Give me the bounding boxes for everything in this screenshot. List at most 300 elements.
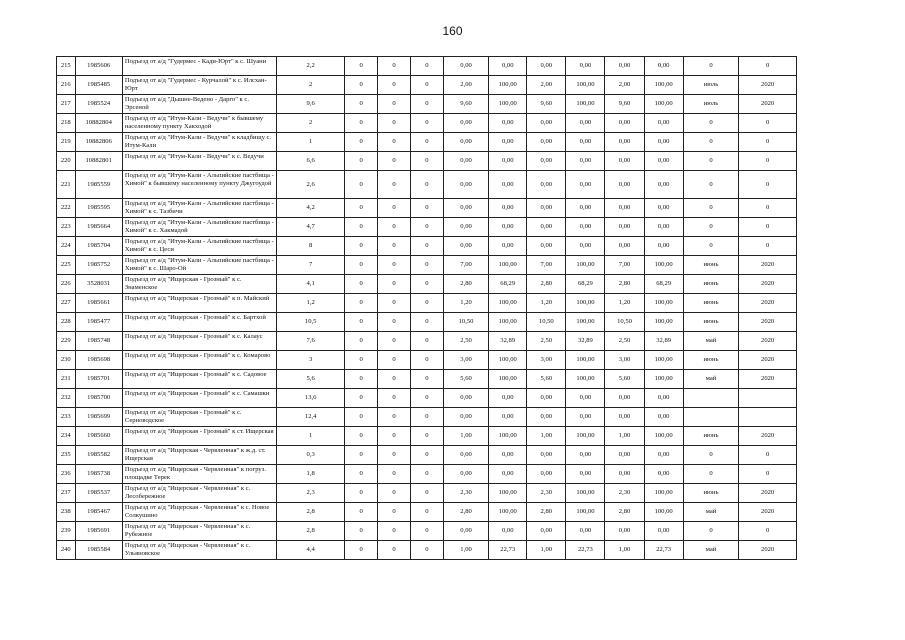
length-km: 3 <box>277 351 345 370</box>
value-6: 1,00 <box>527 427 566 446</box>
value-4: 0,00 <box>443 465 488 484</box>
value-6: 0,00 <box>527 171 566 199</box>
completion-year: 2020 <box>739 95 797 114</box>
road-id-code: 1985559 <box>75 171 122 199</box>
value-1: 0 <box>345 152 378 171</box>
row-number: 238 <box>57 503 76 522</box>
completion-year: 0 <box>739 465 797 484</box>
value-8: 0,00 <box>605 408 644 427</box>
completion-month: июль <box>683 95 739 114</box>
table-row <box>57 522 797 541</box>
value-9: 0,00 <box>644 152 683 171</box>
value-4: 0,00 <box>443 114 488 133</box>
completion-month: июнь <box>683 256 739 275</box>
road-name: Подъезд от а/д "Итум-Кали - Альпийские пастбища - Химой" к с. Тазбичи <box>122 199 276 218</box>
value-1: 0 <box>345 275 378 294</box>
value-2: 0 <box>378 256 411 275</box>
length-km: 9,6 <box>277 95 345 114</box>
value-8: 1,00 <box>605 427 644 446</box>
value-4: 1,00 <box>443 427 488 446</box>
value-2: 0 <box>378 313 411 332</box>
value-6: 0,00 <box>527 465 566 484</box>
value-3: 0 <box>410 503 443 522</box>
value-3: 0 <box>410 427 443 446</box>
length-km: 7,6 <box>277 332 345 351</box>
value-8: 7,00 <box>605 256 644 275</box>
length-km: 1 <box>277 427 345 446</box>
completion-month: июль <box>683 76 739 95</box>
value-7: 0,00 <box>566 152 605 171</box>
value-9: 0,00 <box>644 408 683 427</box>
value-1: 0 <box>345 522 378 541</box>
value-4: 0,00 <box>443 408 488 427</box>
value-4: 2,30 <box>443 484 488 503</box>
value-9: 0,00 <box>644 218 683 237</box>
road-id-code: 1985537 <box>75 484 122 503</box>
road-name: Подъезд от а/д "Ищерская - Червленная" к с. Новое Солкушино <box>122 503 276 522</box>
road-name: Подъезд от а/д "Ищерская - Грозный" к п. Майский <box>122 294 276 313</box>
completion-year: 0 <box>739 114 797 133</box>
completion-year: 0 <box>739 237 797 256</box>
value-2: 0 <box>378 275 411 294</box>
road-name: Подъезд от а/д "Ищерская - Грозный" к с. Комарово <box>122 351 276 370</box>
value-9: 100,00 <box>644 256 683 275</box>
value-6: 0,00 <box>527 133 566 152</box>
row-number: 218 <box>57 114 76 133</box>
row-number: 235 <box>57 446 76 465</box>
value-5: 0,00 <box>489 199 527 218</box>
row-number: 219 <box>57 133 76 152</box>
road-id-code: 1985606 <box>75 57 122 76</box>
value-4: 0,00 <box>443 522 488 541</box>
value-2: 0 <box>378 503 411 522</box>
road-name: Подъезд от а/д "Итум-Кали - Ведучи" к кладбищу с. Итум-Кали <box>122 133 276 152</box>
value-3: 0 <box>410 275 443 294</box>
completion-month: май <box>683 503 739 522</box>
value-9: 0,00 <box>644 465 683 484</box>
value-7: 0,00 <box>566 218 605 237</box>
table-row <box>57 237 797 256</box>
completion-month: 0 <box>683 522 739 541</box>
road-id-code: 1985738 <box>75 465 122 484</box>
road-name: Подъезд от а/д "Ищерская - Грозный" к с. Садовое <box>122 370 276 389</box>
value-7: 0,00 <box>566 522 605 541</box>
value-8: 3,00 <box>605 351 644 370</box>
value-2: 0 <box>378 95 411 114</box>
table-row <box>57 152 797 171</box>
completion-year: 0 <box>739 152 797 171</box>
value-3: 0 <box>410 199 443 218</box>
value-9: 0,00 <box>644 389 683 408</box>
value-3: 0 <box>410 408 443 427</box>
value-5: 0,00 <box>489 133 527 152</box>
value-9: 100,00 <box>644 503 683 522</box>
length-km: 8 <box>277 237 345 256</box>
value-3: 0 <box>410 351 443 370</box>
value-6: 3,00 <box>527 351 566 370</box>
table-row <box>57 503 797 522</box>
value-9: 32,89 <box>644 332 683 351</box>
value-1: 0 <box>345 294 378 313</box>
road-name: Подъезд от а/д "Итум-Кали - Альпийские пастбища - Химой" к с. Шаро-Ой <box>122 256 276 275</box>
value-3: 0 <box>410 522 443 541</box>
value-8: 0,00 <box>605 152 644 171</box>
length-km: 1,2 <box>277 294 345 313</box>
row-number: 234 <box>57 427 76 446</box>
road-name: Подъезд от а/д "Ищерская - Грозный" к с. Самашки <box>122 389 276 408</box>
value-4: 0,00 <box>443 152 488 171</box>
value-1: 0 <box>345 503 378 522</box>
value-1: 0 <box>345 114 378 133</box>
road-id-code: 1985701 <box>75 370 122 389</box>
completion-year: 0 <box>739 522 797 541</box>
value-6: 2,80 <box>527 275 566 294</box>
value-8: 0,00 <box>605 446 644 465</box>
length-km: 2,8 <box>277 503 345 522</box>
value-7: 100,00 <box>566 484 605 503</box>
value-4: 0,00 <box>443 199 488 218</box>
value-3: 0 <box>410 57 443 76</box>
completion-year: 2020 <box>739 351 797 370</box>
completion-year: 0 <box>739 218 797 237</box>
value-9: 0,00 <box>644 57 683 76</box>
value-8: 2,80 <box>605 503 644 522</box>
value-9: 0,00 <box>644 522 683 541</box>
table-row <box>57 427 797 446</box>
length-km: 1 <box>277 133 345 152</box>
value-7: 32,89 <box>566 332 605 351</box>
value-9: 100,00 <box>644 427 683 446</box>
value-2: 0 <box>378 57 411 76</box>
row-number: 232 <box>57 389 76 408</box>
completion-year: 0 <box>739 446 797 465</box>
value-4: 10,50 <box>443 313 488 332</box>
value-4: 0,00 <box>443 237 488 256</box>
completion-month: 0 <box>683 218 739 237</box>
road-id-code: 10882806 <box>75 133 122 152</box>
completion-month: 0 <box>683 199 739 218</box>
value-3: 0 <box>410 237 443 256</box>
value-1: 0 <box>345 541 378 560</box>
row-number: 226 <box>57 275 76 294</box>
road-name: Подъезд от а/д "Ищерская - Червленная" к ж.д. ст. Ищерская <box>122 446 276 465</box>
length-km: 2,3 <box>277 484 345 503</box>
value-2: 0 <box>378 408 411 427</box>
road-name: Подъезд от а/д "Итум-Кали - Альпийские пастбища - Химой" к с. Цеси <box>122 237 276 256</box>
completion-month: июнь <box>683 427 739 446</box>
value-8: 1,00 <box>605 541 644 560</box>
completion-month: 0 <box>683 446 739 465</box>
completion-month: 0 <box>683 237 739 256</box>
completion-year: 2020 <box>739 256 797 275</box>
value-2: 0 <box>378 294 411 313</box>
value-6: 0,00 <box>527 446 566 465</box>
completion-month <box>683 389 739 408</box>
value-5: 100,00 <box>489 351 527 370</box>
road-id-code: 1985660 <box>75 427 122 446</box>
value-2: 0 <box>378 484 411 503</box>
value-6: 0,00 <box>527 57 566 76</box>
table-row <box>57 133 797 152</box>
table-row <box>57 465 797 484</box>
completion-year: 2020 <box>739 275 797 294</box>
value-1: 0 <box>345 95 378 114</box>
value-5: 100,00 <box>489 256 527 275</box>
value-2: 0 <box>378 351 411 370</box>
value-5: 0,00 <box>489 408 527 427</box>
completion-year: 0 <box>739 171 797 199</box>
value-1: 0 <box>345 465 378 484</box>
value-6: 1,20 <box>527 294 566 313</box>
road-id-code: 1985661 <box>75 294 122 313</box>
road-id-code: 10882804 <box>75 114 122 133</box>
completion-month: 0 <box>683 133 739 152</box>
value-3: 0 <box>410 133 443 152</box>
road-name: Подъезд от а/д "Ищерская - Грозный" к с. Знаменское <box>122 275 276 294</box>
length-km: 4,7 <box>277 218 345 237</box>
value-6: 0,00 <box>527 237 566 256</box>
value-2: 0 <box>378 389 411 408</box>
completion-year: 2020 <box>739 313 797 332</box>
value-3: 0 <box>410 152 443 171</box>
value-6: 0,00 <box>527 114 566 133</box>
value-8: 0,00 <box>605 199 644 218</box>
completion-month: июнь <box>683 484 739 503</box>
completion-year: 0 <box>739 133 797 152</box>
table-row <box>57 484 797 503</box>
length-km: 4,4 <box>277 541 345 560</box>
road-name: Подъезд от а/д "Ищерская - Червленная" к с. Лесобережное <box>122 484 276 503</box>
value-1: 0 <box>345 313 378 332</box>
value-2: 0 <box>378 541 411 560</box>
road-id-code: 1985584 <box>75 541 122 560</box>
completion-month: 0 <box>683 57 739 76</box>
value-6: 9,60 <box>527 95 566 114</box>
row-number: 221 <box>57 171 76 199</box>
value-4: 3,00 <box>443 351 488 370</box>
table-row <box>57 446 797 465</box>
row-number: 233 <box>57 408 76 427</box>
value-7: 0,00 <box>566 237 605 256</box>
completion-year: 2020 <box>739 541 797 560</box>
table-row <box>57 199 797 218</box>
value-2: 0 <box>378 446 411 465</box>
value-7: 0,00 <box>566 465 605 484</box>
value-4: 0,00 <box>443 446 488 465</box>
value-2: 0 <box>378 237 411 256</box>
value-8: 0,00 <box>605 171 644 199</box>
value-6: 2,30 <box>527 484 566 503</box>
value-3: 0 <box>410 541 443 560</box>
value-7: 0,00 <box>566 408 605 427</box>
value-3: 0 <box>410 465 443 484</box>
road-id-code: 1985582 <box>75 446 122 465</box>
completion-year: 2020 <box>739 332 797 351</box>
road-id-code: 1985700 <box>75 389 122 408</box>
road-id-code: 1985595 <box>75 199 122 218</box>
row-number: 227 <box>57 294 76 313</box>
value-4: 2,80 <box>443 503 488 522</box>
length-km: 13,6 <box>277 389 345 408</box>
page-number: 160 <box>442 24 463 38</box>
value-9: 0,00 <box>644 171 683 199</box>
row-number: 231 <box>57 370 76 389</box>
completion-year: 0 <box>739 57 797 76</box>
value-4: 0,00 <box>443 389 488 408</box>
completion-month: июнь <box>683 275 739 294</box>
completion-month: 0 <box>683 465 739 484</box>
value-5: 100,00 <box>489 313 527 332</box>
value-5: 100,00 <box>489 370 527 389</box>
value-8: 0,00 <box>605 57 644 76</box>
value-8: 0,00 <box>605 522 644 541</box>
completion-year: 2020 <box>739 427 797 446</box>
value-3: 0 <box>410 446 443 465</box>
row-number: 223 <box>57 218 76 237</box>
road-id-code: 1985467 <box>75 503 122 522</box>
value-5: 100,00 <box>489 294 527 313</box>
value-3: 0 <box>410 76 443 95</box>
road-id-code: 10882801 <box>75 152 122 171</box>
completion-month: май <box>683 332 739 351</box>
row-number: 239 <box>57 522 76 541</box>
completion-year <box>739 408 797 427</box>
road-name: Подъезд от а/д "Итум-Кали - Ведучи" к бывшему населенному пункту Хакходой <box>122 114 276 133</box>
value-6: 2,00 <box>527 76 566 95</box>
completion-month: июнь <box>683 351 739 370</box>
value-8: 2,00 <box>605 76 644 95</box>
completion-month: 0 <box>683 171 739 199</box>
value-6: 0,00 <box>527 389 566 408</box>
value-1: 0 <box>345 484 378 503</box>
road-name: Подъезд от а/д "Ищерская - Червленная" к с. Ульяновское <box>122 541 276 560</box>
value-1: 0 <box>345 218 378 237</box>
value-9: 0,00 <box>644 237 683 256</box>
road-name: Подъезд от а/д "Дышне-Ведено - Дарго" к с. Эрсеной <box>122 95 276 114</box>
road-name: Подъезд от а/д "Итум-Кали - Ведучи" к с. Ведучи <box>122 152 276 171</box>
road-id-code: 1985698 <box>75 351 122 370</box>
value-5: 0,00 <box>489 446 527 465</box>
row-number: 229 <box>57 332 76 351</box>
value-3: 0 <box>410 114 443 133</box>
completion-year: 0 <box>739 199 797 218</box>
value-7: 100,00 <box>566 95 605 114</box>
value-4: 9,60 <box>443 95 488 114</box>
road-name: Подъезд от а/д "Ищерская - Грозный" к с. Бартхой <box>122 313 276 332</box>
value-9: 100,00 <box>644 351 683 370</box>
value-3: 0 <box>410 332 443 351</box>
value-7: 100,00 <box>566 256 605 275</box>
road-id-code: 1985485 <box>75 76 122 95</box>
value-3: 0 <box>410 389 443 408</box>
road-name: Подъезд от а/д "Итум-Кали - Альпийские пастбища - Химой" к с. Хакмадой <box>122 218 276 237</box>
value-9: 100,00 <box>644 95 683 114</box>
road-name: Подъезд от а/д "Ищерская - Грозный" к с. Серноводское <box>122 408 276 427</box>
value-3: 0 <box>410 171 443 199</box>
value-9: 22,73 <box>644 541 683 560</box>
completion-month: 0 <box>683 152 739 171</box>
road-name: Подъезд от а/д "Ищерская - Грозный" к с. Калаус <box>122 332 276 351</box>
value-6: 10,50 <box>527 313 566 332</box>
completion-year: 2020 <box>739 503 797 522</box>
completion-month: май <box>683 541 739 560</box>
value-7: 100,00 <box>566 370 605 389</box>
table-row <box>57 114 797 133</box>
value-5: 0,00 <box>489 171 527 199</box>
value-2: 0 <box>378 133 411 152</box>
value-8: 2,30 <box>605 484 644 503</box>
value-7: 100,00 <box>566 503 605 522</box>
value-5: 0,00 <box>489 237 527 256</box>
value-9: 100,00 <box>644 294 683 313</box>
value-9: 0,00 <box>644 199 683 218</box>
road-id-code: 1985704 <box>75 237 122 256</box>
value-8: 0,00 <box>605 237 644 256</box>
road-id-code: 3528031 <box>75 275 122 294</box>
value-8: 10,50 <box>605 313 644 332</box>
completion-year: 2020 <box>739 76 797 95</box>
value-9: 100,00 <box>644 313 683 332</box>
length-km: 0,3 <box>277 446 345 465</box>
table-row <box>57 171 797 199</box>
completion-year: 2020 <box>739 294 797 313</box>
value-7: 0,00 <box>566 389 605 408</box>
value-6: 0,00 <box>527 522 566 541</box>
value-1: 0 <box>345 351 378 370</box>
value-5: 0,00 <box>489 114 527 133</box>
row-number: 228 <box>57 313 76 332</box>
value-7: 0,00 <box>566 57 605 76</box>
value-6: 2,80 <box>527 503 566 522</box>
value-1: 0 <box>345 389 378 408</box>
length-km: 4,1 <box>277 275 345 294</box>
length-km: 12,4 <box>277 408 345 427</box>
row-number: 240 <box>57 541 76 560</box>
value-8: 2,80 <box>605 275 644 294</box>
completion-month: июнь <box>683 294 739 313</box>
value-2: 0 <box>378 171 411 199</box>
length-km: 5,6 <box>277 370 345 389</box>
value-9: 100,00 <box>644 370 683 389</box>
value-7: 100,00 <box>566 351 605 370</box>
table-row <box>57 332 797 351</box>
value-5: 22,73 <box>489 541 527 560</box>
road-table <box>56 56 797 560</box>
row-number: 236 <box>57 465 76 484</box>
value-5: 0,00 <box>489 218 527 237</box>
value-8: 0,00 <box>605 133 644 152</box>
value-7: 100,00 <box>566 294 605 313</box>
value-3: 0 <box>410 313 443 332</box>
value-5: 100,00 <box>489 95 527 114</box>
length-km: 4,2 <box>277 199 345 218</box>
road-id-code: 1985664 <box>75 218 122 237</box>
value-1: 0 <box>345 76 378 95</box>
value-2: 0 <box>378 114 411 133</box>
row-number: 217 <box>57 95 76 114</box>
value-7: 0,00 <box>566 171 605 199</box>
value-1: 0 <box>345 171 378 199</box>
value-7: 0,00 <box>566 199 605 218</box>
value-4: 7,00 <box>443 256 488 275</box>
value-2: 0 <box>378 76 411 95</box>
value-6: 7,00 <box>527 256 566 275</box>
completion-year: 2020 <box>739 484 797 503</box>
completion-month: июнь <box>683 313 739 332</box>
value-5: 0,00 <box>489 522 527 541</box>
table-row <box>57 218 797 237</box>
value-2: 0 <box>378 332 411 351</box>
